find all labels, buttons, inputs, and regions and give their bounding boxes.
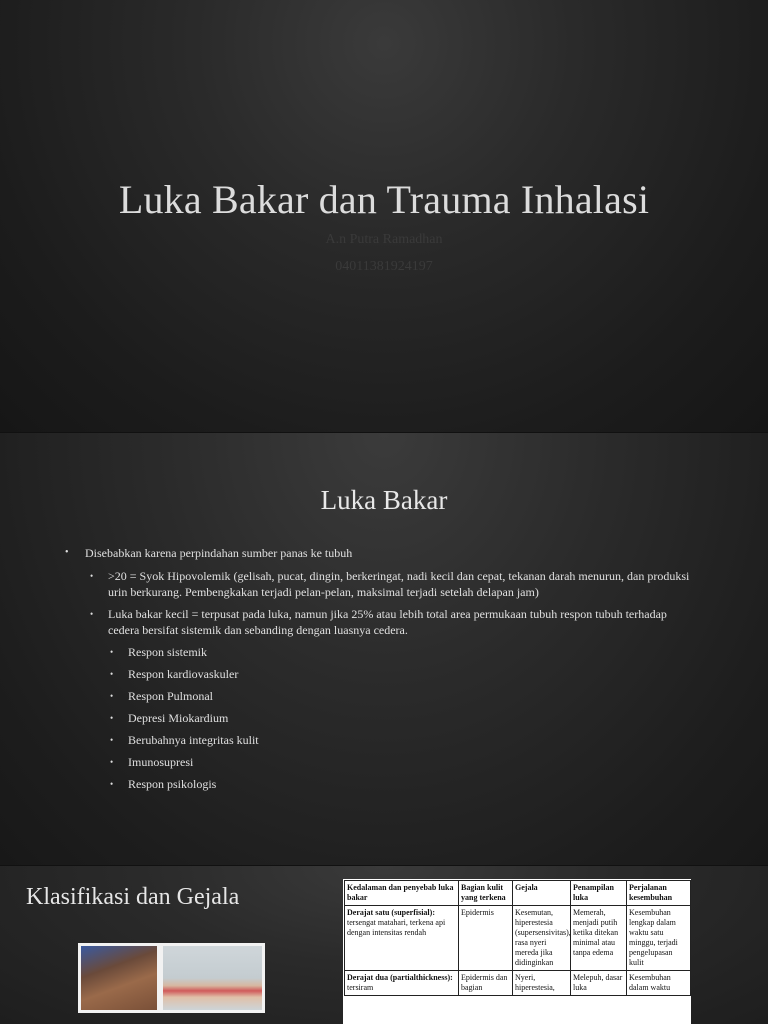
luka-bakar-slide [0,433,768,866]
table-header-row [345,881,691,906]
sub-bullet-item: • Respon sistemik [104,644,700,660]
sub-bullet-item: • Respon kardiovaskuler [104,666,700,682]
table-row [345,971,691,996]
slide-title: Klasifikasi dan Gejala [26,884,240,910]
klasifikasi-slide [0,866,768,1024]
title-slide [0,0,768,433]
table-cell: Epidermis dan bagian [459,971,513,996]
classification-table [343,879,691,1024]
cause-text: tersengat matahari, terkena api dengan intensitas rendah [347,918,446,937]
table-cell: Kesembuhan dalam waktu [627,971,691,996]
author-name: A.n Putra Ramadhan [325,232,443,247]
degree-label: Derajat dua (partialthickness): [347,973,453,982]
degree-label: Derajat satu (superfisial): [347,908,435,917]
table-cell: Epidermis [459,906,513,971]
sub-bullet-item: • Depresi Miokardium [104,710,700,726]
presentation-title: Luka Bakar dan Trauma Inhalasi [118,177,650,222]
column-header: Bagian kulit yang terkena [459,881,513,906]
chest-burn-photo [81,946,157,1010]
table-cell [345,906,459,971]
slide-title: Luka Bakar [320,485,448,515]
table-cell: Melepuh, dasar luka [571,971,627,996]
table-cell: Kesembuhan lengkap dalam waktu satu minggu, terjadi pengelupasan kulit [627,906,691,971]
column-header: Perjalanan kesembuhan [627,881,691,906]
column-header: Kedalaman dan penyebab luka bakar [345,881,459,906]
sub-bullet-item: • Respon Pulmonal [104,688,700,704]
sub-bullet-item: • Respon psikologis [104,776,700,792]
sub-bullet-item: • Berubahnya integritas kulit [104,732,700,748]
table-cell [345,971,459,996]
table-cell: Nyeri, hiperestesia, [513,971,571,996]
bullet-item: • Disebabkan karena perpindahan sumber panas ke tubuh [60,545,700,561]
sub-bullet-item: • Imunosupresi [104,754,700,770]
bullet-item: • Luka bakar kecil = terpusat pada luka, namun jika 25% atau lebih total area permukaan tubuh respon tubuh terhadap cedera bersifat sistemik dan sebanding dengan luasnya cedera. [84,606,700,638]
bullet-list [60,545,700,792]
column-header: Gejala [513,881,571,906]
table-cell: Kesemutan, hiperestesia (supersensivitas), rasa nyeri mereda jika didinginkan [513,906,571,971]
table-cell: Memerah, menjadi putih ketika ditekan minimal atau tanpa edema [571,906,627,971]
arm-burn-photo [163,946,262,1010]
column-header: Penampilan luka [571,881,627,906]
student-id: 04011381924197 [335,259,433,274]
burn-photos [78,943,265,1013]
table-row [345,906,691,971]
cause-text: tersiram [347,983,374,992]
bullet-item: • >20 = Syok Hipovolemik (gelisah, pucat, dingin, berkeringat, nadi kecil dan cepat, tekanan darah menurun, dan produksi urin berkurang. Pembengkakan terjadi pelan-pelan, maksimal terjadi setelah delapan jam) [84,568,700,600]
